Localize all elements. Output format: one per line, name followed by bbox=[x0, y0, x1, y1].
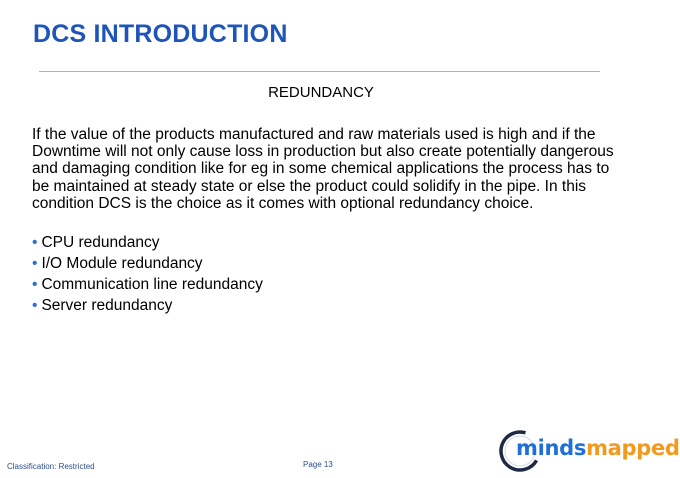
logo-wordmark bbox=[516, 436, 680, 460]
bullet-item bbox=[32, 274, 612, 295]
bullet-dot-icon: • bbox=[32, 255, 38, 272]
bullet-dot-icon: • bbox=[32, 276, 38, 293]
bullet-text: I/O Module redundancy bbox=[41, 255, 203, 272]
body-paragraph: If the value of the products manufactured and raw materials used is high and if the Downtime will not only cause loss in production but also create potentially dangerous and damaging condition like for eg in some chemical applications the process has to be maintained at steady state or else the product could solidify in the pipe. In this condition DCS is the choice as it comes with optional redundancy choice. bbox=[32, 126, 614, 212]
logo-word-mapped: mapped bbox=[586, 436, 680, 460]
bullet-dot-icon: • bbox=[32, 297, 38, 314]
bullet-dot-icon: • bbox=[32, 234, 38, 251]
bullet-list bbox=[32, 232, 612, 316]
bullet-item bbox=[32, 253, 612, 274]
bullet-text: CPU redundancy bbox=[41, 234, 160, 251]
bullet-text: Server redundancy bbox=[41, 297, 173, 314]
section-subheading: REDUNDANCY bbox=[268, 84, 374, 101]
bullet-item bbox=[32, 232, 612, 253]
title-divider bbox=[39, 71, 600, 72]
bullet-text: Communication line redundancy bbox=[41, 276, 263, 293]
slide-title: DCS INTRODUCTION bbox=[33, 20, 288, 48]
logo-word-minds: minds bbox=[516, 436, 587, 460]
footer-classification: Classification: Restricted bbox=[7, 462, 95, 471]
footer-page-number: Page 13 bbox=[303, 460, 333, 469]
bullet-item bbox=[32, 295, 612, 316]
